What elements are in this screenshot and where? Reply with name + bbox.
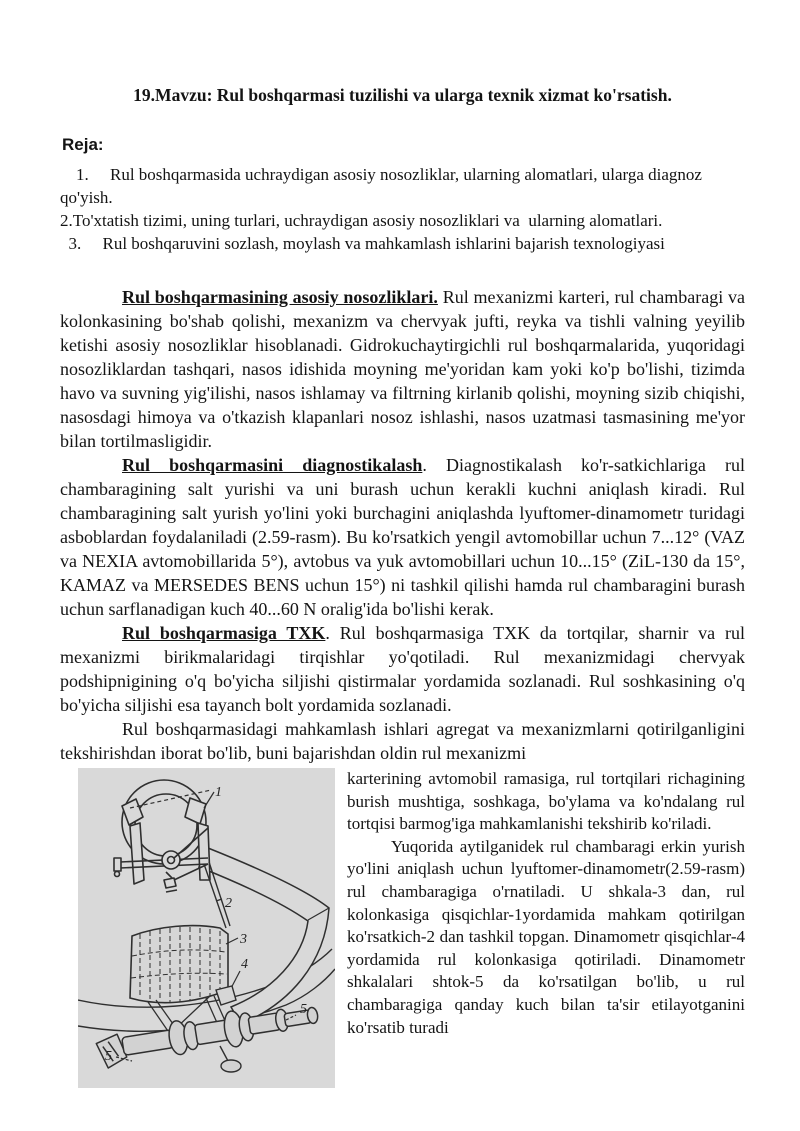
wrapped-text-column <box>347 768 745 1039</box>
paragraph-main-faults-body: Rul mexanizmi karteri, rul chambaragi va kolonkasining bo'shab qolishi, mexanizm va chervyak jufti, reyka va tishli valning yeyilib ketishi asosiy nosozliklar hisoblanadi. Gidrokuchaytirgichli rul boshqarmalarida, yuqoridagi nosozliklardan tashqari, nasos idishida moyning me'yoridan kam yoki ko'p bo'lishi, tizimda havo va suvning yig'ilishi, nasos ishlamay va filtrning kirlanib qolishi, moyning sizib chiqishi, nasosdagi himoya va o'tkazish klapanlari nosoz ishlashi, nasos uzatmasi tasmasining me'yor bilan tortilmasligidir. <box>60 287 745 451</box>
page-title: 19.Mavzu: Rul boshqarmasi tuzilishi va ularga texnik xizmat ko'rsatish. <box>133 85 672 105</box>
shaft-handle-knob <box>221 1060 241 1072</box>
figure-label-4: 4 <box>241 957 248 972</box>
lyuftomer-dinamometr-figure <box>78 768 335 1088</box>
scale-plate <box>130 926 228 1003</box>
paragraph-txk-lead: Rul boshqarmasiga TXK <box>122 623 326 643</box>
plan-item-2: 2.To'xtatish tizimi, uning turlari, uchraydigan asosiy nosozliklari va ularning alomatlari. <box>60 211 663 230</box>
paragraph-txk <box>60 621 745 717</box>
paragraph-diagnostics <box>60 453 745 621</box>
technical-drawing <box>78 768 335 1088</box>
paragraph-main-faults <box>60 285 745 453</box>
paragraph-main-faults-lead: Rul boshqarmasining asosiy nosozliklari. <box>122 287 438 307</box>
paragraph-txk-body: . Rul boshqarmasiga TXK da tortqilar, sharnir va rul mexanizmi birikmalaridagi tirqishlar yo'qotiladi. Rul mexanizmidagi chervyak podshipnigining o'q bo'yicha siljishi qistirmalar yordamida sozlanadi. Rul soshkasining o'q bo'yicha siljishi esa tayanch bolt yordamida sozlanadi. <box>60 623 745 715</box>
figure-text-row <box>60 768 745 1088</box>
paragraph-lyuftomer-usage: Yuqorida aytilganidek rul chambaragi erkin yurish yo'lini aniqlash uchun lyuftomer-dinamometr(2.59-rasm) rul chambaragiga o'rnatiladi. U shkala-3 dan, rul kolonkasiga qisqichlar-1yordamida mahkam qotirilgan ko'rsatkich-2 dan tashkil topgan. Dinamometr qisqichlar-4 yordamida rul kolonkasiga qotiriladi. Dinamometr shkalalari shtok-5 da ko'rsatilgan bo'lib, u rul chambaragiga qanday kuch bilan ta'sir etilayotganini ko'rsatib turadi <box>347 836 745 1037</box>
figure-label-5-left: 5 <box>105 1049 112 1064</box>
plan-heading: Reja: <box>62 135 104 154</box>
plan-item-1: 1. Rul boshqarmasida uchraydigan asosiy nosozliklar, ularning alomatlari, ularga diagnoz qo'yish. <box>60 165 702 207</box>
paragraph-fastening-intro: Rul boshqarmasidagi mahkamlash ishlari agregat va mexanizmlarni qotirilganligini tekshirishdan iborat bo'lib, buni bajarishdan oldin rul mexanizmi <box>60 719 745 763</box>
paragraph-diagnostics-body: . Diagnostikalash ko'r-satkichlariga rul chambaragining salt yurishi va uni burash uchun kerakli kuchni aniqlash kiradi. Rul chambaragining salt yurish yo'lini yoki burchagini aniqlashda lyuftomer-dinamometr turidagi asboblardan foydalaniladi (2.59-rasm). Bu ko'rsatkich yengil avtomobillar uchun 7...12° (VAZ va NEXIA avtomobillarida 5°), avtobus va yuk avtomobillari uchun 10...15° (ZiL-130 da 15°, KAMAZ va MERSEDES BENS uchun 15°) ni tashkil qilishi hamda rul chambaragini burash uchun sarflanadigan kuch 40...60 N oralig'ida bo'lishi kerak. <box>60 455 745 619</box>
figure-label-3: 3 <box>240 932 247 947</box>
plan-item-3: 3. Rul boshqaruvini sozlash, moylash va mahkamlash ishlarini bajarish texnologiyasi <box>60 234 665 253</box>
figure-label-5-right: 5 <box>300 1002 307 1017</box>
paragraph-fastening-continued: karterining avtomobil ramasiga, rul tortqilari richagining burish mushtiga, soshkaga, bo'ylama va ko'ndalang rul tortqisi barmog'iga mahkamlanishi tekshirib ko'riladi. <box>347 769 745 834</box>
figure-label-2: 2 <box>225 896 232 911</box>
figure-label-1: 1 <box>215 785 222 800</box>
paragraph-diagnostics-lead: Rul boshqarmasini diagnostikalash <box>122 455 423 475</box>
